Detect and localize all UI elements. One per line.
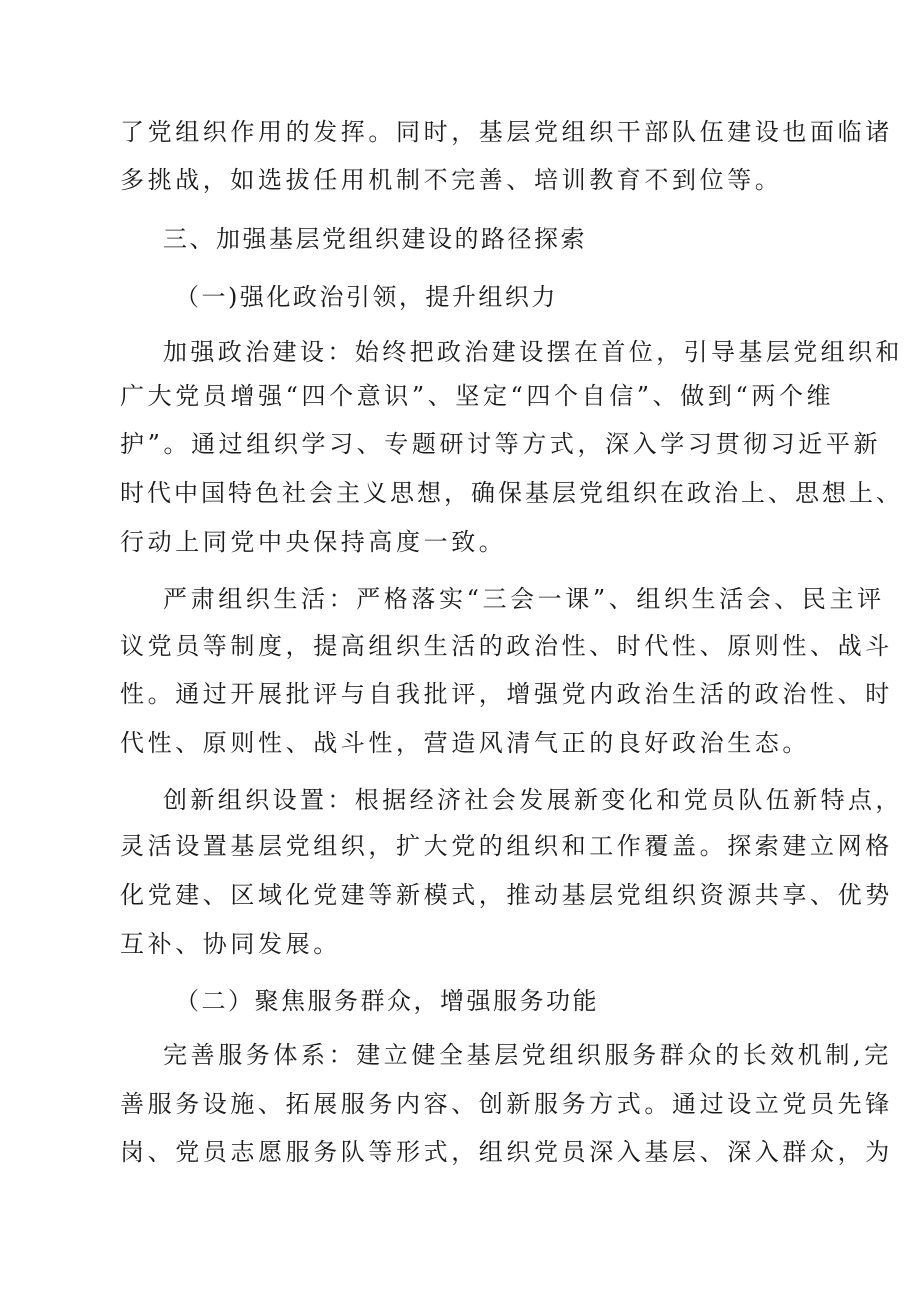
paragraph-line: 完善服务体系：建立健全基层党组织服务群众的长效机制,完 [163,1041,892,1069]
paragraph-line: 了党组织作用的发挥。同时，基层党组织干部队伍建设也面临诸 [120,118,893,146]
paragraph-line: 时代中国特色社会主义思想，确保基层党组织在政治上、思想上、 [120,479,903,507]
paragraph-line: 互补、协同发展。 [120,930,341,958]
paragraph-line: 灵活设置基层党组织，扩大党的组织和工作覆盖。探索建立网格 [120,832,893,860]
paragraph-line: 性。通过开展批评与自我批评，增强党内政治生活的政治性、时 [120,680,893,708]
paragraph-line: 化党建、区域化党建等新模式，推动基层党组织资源共享、优势 [120,881,893,909]
paragraph-line: 加强政治建设：始终把政治建设摆在首位，引导基层党组织和 [163,338,903,366]
section-heading: 三、加强基层党组织建设的路径探索 [163,225,587,253]
paragraph-line: 创新组织设置：根据经济社会发展新变化和党员队伍新特点， [163,786,903,814]
paragraph-line: 多挑战，如选拔任用机制不完善、培训教育不到位等。 [120,166,783,194]
subsection-heading: （二）聚焦服务群众，增强服务功能 [175,987,599,1015]
paragraph-line: 代性、原则性、战斗性，营造风清气正的良好政治生态。 [120,729,810,757]
paragraph-line: 善服务设施、拓展服务内容、创新服务方式。通过设立党员先锋 [120,1090,893,1118]
paragraph-line: 行动上同党中央保持高度一致。 [120,528,507,556]
paragraph-line: 岗、党员志愿服务队等形式，组织党员深入基层、深入群众，为 [120,1138,893,1166]
subsection-heading: （一)强化政治引领，提升组织力 [175,283,558,311]
paragraph-line: 护”。通过组织学习、专题研讨等方式，深入学习贯彻习近平新 [120,430,882,458]
paragraph-line: 广大党员增强“四个意识”、坚定“四个自信”、做到“两个维 [120,382,835,410]
paragraph-line: 严肃组织生活：严格落实“三会一课”、组织生活会、民主评 [163,585,885,613]
paragraph-line: 议党员等制度，提高组织生活的政治性、时代性、原则性、战斗 [120,632,893,660]
